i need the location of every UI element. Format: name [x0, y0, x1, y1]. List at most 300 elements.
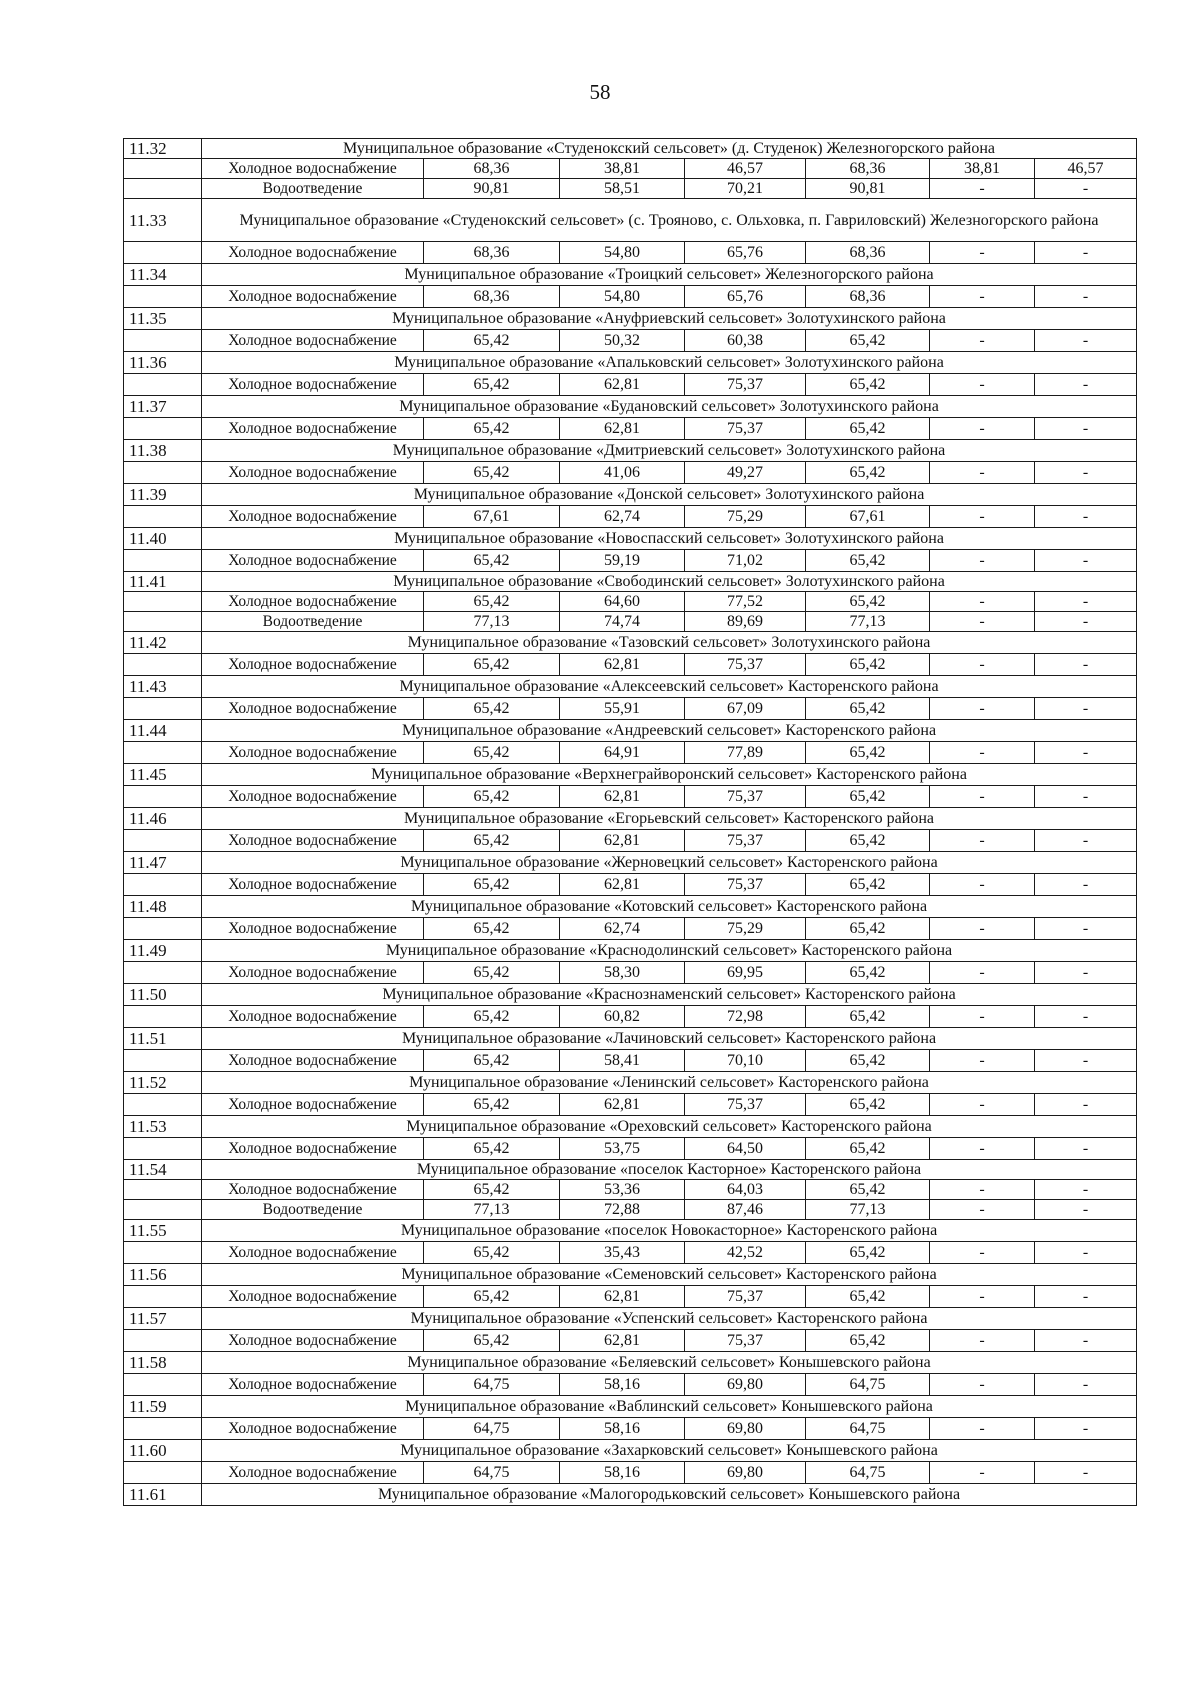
tariff-value-4: 65,42: [806, 418, 930, 440]
section-header-row: [124, 1160, 1137, 1180]
tariff-value-2: 62,81: [560, 418, 685, 440]
section-header-row: [124, 572, 1137, 592]
tariff-value-1: 65,42: [424, 698, 560, 720]
service-name: Холодное водоснабжение: [202, 786, 424, 808]
table-row: [124, 1286, 1137, 1308]
empty-cell: [124, 1330, 202, 1352]
section-header-row: [124, 484, 1137, 506]
tariff-table-body: [124, 139, 1137, 1506]
tariff-value-1: 64,75: [424, 1462, 560, 1484]
service-name: Холодное водоснабжение: [202, 1418, 424, 1440]
tariff-value-2: 38,81: [560, 159, 685, 179]
tariff-value-6: -: [1035, 242, 1137, 264]
tariff-value-4: 77,13: [806, 1200, 930, 1220]
tariff-value-4: 65,42: [806, 1286, 930, 1308]
section-header-row: [124, 764, 1137, 786]
tariff-value-1: 65,42: [424, 330, 560, 352]
section-header-row: [124, 1220, 1137, 1242]
section-title: Муниципальное образование «Студенокский сельсовет» (д. Студенок) Железногорского района: [202, 139, 1137, 159]
section-number: 11.52: [124, 1072, 202, 1094]
tariff-value-2: 60,82: [560, 1006, 685, 1028]
tariff-value-1: 65,42: [424, 418, 560, 440]
tariff-value-1: 65,42: [424, 742, 560, 764]
tariff-value-5: -: [930, 286, 1035, 308]
empty-cell: [124, 374, 202, 396]
empty-cell: [124, 179, 202, 199]
tariff-value-2: 72,88: [560, 1200, 685, 1220]
section-title: Муниципальное образование «Захарковский сельсовет» Конышевского района: [202, 1440, 1137, 1462]
section-header-row: [124, 984, 1137, 1006]
section-title: Муниципальное образование «Ленинский сельсовет» Касторенского района: [202, 1072, 1137, 1094]
section-number: 11.49: [124, 940, 202, 962]
section-title: Муниципальное образование «Лачиновский сельсовет» Касторенского района: [202, 1028, 1137, 1050]
tariff-value-5: -: [930, 330, 1035, 352]
tariff-value-2: 62,81: [560, 830, 685, 852]
section-number: 11.33: [124, 199, 202, 242]
tariff-value-6: -: [1035, 374, 1137, 396]
tariff-value-5: -: [930, 592, 1035, 612]
tariff-value-5: -: [930, 1094, 1035, 1116]
tariff-value-2: 35,43: [560, 1242, 685, 1264]
tariff-value-4: 65,42: [806, 374, 930, 396]
tariff-value-5: -: [930, 1138, 1035, 1160]
tariff-value-5: -: [930, 374, 1035, 396]
service-name: Холодное водоснабжение: [202, 506, 424, 528]
tariff-value-5: -: [930, 874, 1035, 896]
empty-cell: [124, 1138, 202, 1160]
tariff-value-3: 75,37: [685, 1286, 806, 1308]
tariff-value-3: 72,98: [685, 1006, 806, 1028]
section-title: Муниципальное образование «Троицкий сельсовет» Железногорского района: [202, 264, 1137, 286]
service-name: Холодное водоснабжение: [202, 1242, 424, 1264]
empty-cell: [124, 742, 202, 764]
table-row: [124, 242, 1137, 264]
tariff-value-4: 65,42: [806, 330, 930, 352]
tariff-value-4: 68,36: [806, 286, 930, 308]
tariff-value-5: 38,81: [930, 159, 1035, 179]
tariff-value-2: 64,60: [560, 592, 685, 612]
empty-cell: [124, 1462, 202, 1484]
empty-cell: [124, 1418, 202, 1440]
empty-cell: [124, 786, 202, 808]
tariff-value-1: 67,61: [424, 506, 560, 528]
tariff-value-3: 69,80: [685, 1418, 806, 1440]
tariff-value-2: 58,41: [560, 1050, 685, 1072]
tariff-value-1: 65,42: [424, 1180, 560, 1200]
tariff-value-1: 65,42: [424, 1242, 560, 1264]
section-header-row: [124, 852, 1137, 874]
table-row: [124, 698, 1137, 720]
empty-cell: [124, 698, 202, 720]
tariff-value-6: -: [1035, 1006, 1137, 1028]
tariff-value-4: 68,36: [806, 242, 930, 264]
tariff-value-1: 68,36: [424, 159, 560, 179]
tariff-value-5: -: [930, 1330, 1035, 1352]
tariff-value-4: 67,61: [806, 506, 930, 528]
section-header-row: [124, 1028, 1137, 1050]
tariff-value-2: 58,16: [560, 1374, 685, 1396]
tariff-value-1: 65,42: [424, 1050, 560, 1072]
tariff-value-6: -: [1035, 1242, 1137, 1264]
tariff-value-2: 54,80: [560, 286, 685, 308]
section-header-row: [124, 199, 1137, 242]
service-name: Холодное водоснабжение: [202, 242, 424, 264]
tariff-value-6: -: [1035, 874, 1137, 896]
tariff-value-2: 62,81: [560, 1094, 685, 1116]
section-header-row: [124, 1484, 1137, 1506]
tariff-value-5: -: [930, 1050, 1035, 1072]
tariff-value-4: 64,75: [806, 1462, 930, 1484]
tariff-value-4: 65,42: [806, 874, 930, 896]
section-header-row: [124, 1352, 1137, 1374]
tariff-value-1: 90,81: [424, 179, 560, 199]
section-title: Муниципальное образование «Ореховский сельсовет» Касторенского района: [202, 1116, 1137, 1138]
empty-cell: [124, 330, 202, 352]
tariff-value-2: 55,91: [560, 698, 685, 720]
table-row: [124, 1374, 1137, 1396]
tariff-value-3: 89,69: [685, 612, 806, 632]
tariff-value-6: -: [1035, 698, 1137, 720]
empty-cell: [124, 506, 202, 528]
tariff-value-4: 65,42: [806, 1094, 930, 1116]
table-row: [124, 1418, 1137, 1440]
empty-cell: [124, 612, 202, 632]
tariff-value-4: 65,42: [806, 1006, 930, 1028]
tariff-value-4: 90,81: [806, 179, 930, 199]
section-header-row: [124, 440, 1137, 462]
tariff-value-2: 59,19: [560, 550, 685, 572]
tariff-value-1: 64,75: [424, 1374, 560, 1396]
tariff-value-6: -: [1035, 1180, 1137, 1200]
tariff-value-3: 75,37: [685, 418, 806, 440]
empty-cell: [124, 830, 202, 852]
empty-cell: [124, 1242, 202, 1264]
tariff-value-4: 65,42: [806, 1180, 930, 1200]
tariff-value-1: 77,13: [424, 1200, 560, 1220]
tariff-value-6: -: [1035, 1374, 1137, 1396]
tariff-value-4: 65,42: [806, 786, 930, 808]
tariff-value-6: -: [1035, 786, 1137, 808]
tariff-value-4: 65,42: [806, 962, 930, 984]
table-row: [124, 179, 1137, 199]
page-number: 58: [589, 80, 611, 104]
empty-cell: [124, 462, 202, 484]
tariff-value-6: -: [1035, 1138, 1137, 1160]
tariff-value-6: -: [1035, 1418, 1137, 1440]
tariff-value-3: 75,37: [685, 830, 806, 852]
service-name: Холодное водоснабжение: [202, 742, 424, 764]
table-row: [124, 1242, 1137, 1264]
section-number: 11.37: [124, 396, 202, 418]
table-row: [124, 962, 1137, 984]
section-header-row: [124, 1440, 1137, 1462]
table-row: [124, 742, 1137, 764]
tariff-value-3: 75,37: [685, 1094, 806, 1116]
tariff-value-1: 77,13: [424, 612, 560, 632]
tariff-value-2: 62,81: [560, 374, 685, 396]
section-title: Муниципальное образование «Успенский сельсовет» Касторенского района: [202, 1308, 1137, 1330]
table-row: [124, 159, 1137, 179]
table-row: [124, 374, 1137, 396]
tariff-value-5: -: [930, 242, 1035, 264]
tariff-value-3: 87,46: [685, 1200, 806, 1220]
empty-cell: [124, 654, 202, 676]
tariff-value-6: -: [1035, 830, 1137, 852]
service-name: Холодное водоснабжение: [202, 1006, 424, 1028]
section-number: 11.61: [124, 1484, 202, 1506]
section-title: Муниципальное образование «Тазовский сельсовет» Золотухинского района: [202, 632, 1137, 654]
tariff-value-3: 49,27: [685, 462, 806, 484]
service-name: Холодное водоснабжение: [202, 374, 424, 396]
tariff-value-6: -: [1035, 550, 1137, 572]
section-title: Муниципальное образование «Егорьевский сельсовет» Касторенского района: [202, 808, 1137, 830]
tariff-value-6: -: [1035, 179, 1137, 199]
section-number: 11.39: [124, 484, 202, 506]
empty-cell: [124, 1094, 202, 1116]
empty-cell: [124, 242, 202, 264]
tariff-value-2: 58,30: [560, 962, 685, 984]
table-row: [124, 1462, 1137, 1484]
empty-cell: [124, 1200, 202, 1220]
empty-cell: [124, 918, 202, 940]
tariff-value-3: 75,37: [685, 1330, 806, 1352]
service-name: Холодное водоснабжение: [202, 918, 424, 940]
section-header-row: [124, 396, 1137, 418]
table-row: [124, 1006, 1137, 1028]
section-number: 11.54: [124, 1160, 202, 1180]
tariff-value-2: 58,16: [560, 1462, 685, 1484]
tariff-value-6: -: [1035, 1462, 1137, 1484]
section-header-row: [124, 264, 1137, 286]
section-title: Муниципальное образование «Новоспасский сельсовет» Золотухинского района: [202, 528, 1137, 550]
tariff-value-6: -: [1035, 1286, 1137, 1308]
tariff-value-2: 62,81: [560, 874, 685, 896]
section-header-row: [124, 1308, 1137, 1330]
tariff-value-4: 68,36: [806, 159, 930, 179]
tariff-value-3: 67,09: [685, 698, 806, 720]
empty-cell: [124, 1374, 202, 1396]
tariff-value-5: -: [930, 1286, 1035, 1308]
empty-cell: [124, 286, 202, 308]
section-title: Муниципальное образование «Краснодолинский сельсовет» Касторенского района: [202, 940, 1137, 962]
tariff-value-1: 65,42: [424, 1138, 560, 1160]
section-header-row: [124, 808, 1137, 830]
empty-cell: [124, 159, 202, 179]
section-title: Муниципальное образование «Беляевский сельсовет» Конышевского района: [202, 1352, 1137, 1374]
tariff-value-3: 64,50: [685, 1138, 806, 1160]
empty-cell: [124, 1180, 202, 1200]
table-row: [124, 1330, 1137, 1352]
table-row: [124, 418, 1137, 440]
table-row: [124, 330, 1137, 352]
empty-cell: [124, 962, 202, 984]
section-number: 11.57: [124, 1308, 202, 1330]
tariff-value-1: 64,75: [424, 1418, 560, 1440]
section-number: 11.48: [124, 896, 202, 918]
section-number: 11.58: [124, 1352, 202, 1374]
tariff-value-1: 65,42: [424, 830, 560, 852]
section-number: 11.50: [124, 984, 202, 1006]
service-name: Холодное водоснабжение: [202, 1180, 424, 1200]
tariff-value-3: 70,21: [685, 179, 806, 199]
tariff-value-3: 46,57: [685, 159, 806, 179]
tariff-value-1: 65,42: [424, 550, 560, 572]
table-row: [124, 1180, 1137, 1200]
tariff-value-3: 64,03: [685, 1180, 806, 1200]
service-name: Водоотведение: [202, 179, 424, 199]
table-row: [124, 286, 1137, 308]
table-row: [124, 1200, 1137, 1220]
section-title: Муниципальное образование «Будановский сельсовет» Золотухинского района: [202, 396, 1137, 418]
tariff-value-6: -: [1035, 918, 1137, 940]
tariff-value-4: 65,42: [806, 462, 930, 484]
tariff-value-3: 65,76: [685, 286, 806, 308]
tariff-value-1: 65,42: [424, 654, 560, 676]
tariff-value-4: 65,42: [806, 592, 930, 612]
tariff-value-4: 65,42: [806, 654, 930, 676]
tariff-value-3: 75,37: [685, 786, 806, 808]
section-title: Муниципальное образование «Семеновский сельсовет» Касторенского района: [202, 1264, 1137, 1286]
section-number: 11.47: [124, 852, 202, 874]
section-number: 11.56: [124, 1264, 202, 1286]
tariff-value-2: 62,81: [560, 1286, 685, 1308]
tariff-value-1: 65,42: [424, 1094, 560, 1116]
empty-cell: [124, 874, 202, 896]
service-name: Холодное водоснабжение: [202, 159, 424, 179]
tariff-value-3: 75,29: [685, 918, 806, 940]
empty-cell: [124, 550, 202, 572]
section-number: 11.45: [124, 764, 202, 786]
section-number: 11.51: [124, 1028, 202, 1050]
tariff-value-3: 77,89: [685, 742, 806, 764]
section-number: 11.32: [124, 139, 202, 159]
tariff-value-2: 53,36: [560, 1180, 685, 1200]
tariff-value-6: -: [1035, 506, 1137, 528]
section-number: 11.41: [124, 572, 202, 592]
service-name: Холодное водоснабжение: [202, 698, 424, 720]
tariff-value-2: 64,91: [560, 742, 685, 764]
service-name: Холодное водоснабжение: [202, 1050, 424, 1072]
tariff-value-6: -: [1035, 286, 1137, 308]
section-title: Муниципальное образование «Котовский сельсовет» Касторенского района: [202, 896, 1137, 918]
tariff-value-3: 75,29: [685, 506, 806, 528]
section-title: Муниципальное образование «Алексеевский сельсовет» Касторенского района: [202, 676, 1137, 698]
tariff-value-3: 70,10: [685, 1050, 806, 1072]
service-name: Холодное водоснабжение: [202, 1286, 424, 1308]
tariff-value-5: -: [930, 1006, 1035, 1028]
empty-cell: [124, 1006, 202, 1028]
section-number: 11.60: [124, 1440, 202, 1462]
service-name: Водоотведение: [202, 1200, 424, 1220]
tariff-value-5: -: [930, 179, 1035, 199]
tariff-value-1: 65,42: [424, 962, 560, 984]
tariff-value-6: -: [1035, 1094, 1137, 1116]
tariff-value-5: -: [930, 1374, 1035, 1396]
tariff-value-1: 65,42: [424, 786, 560, 808]
section-header-row: [124, 940, 1137, 962]
table-row: [124, 830, 1137, 852]
tariff-value-6: 46,57: [1035, 159, 1137, 179]
tariff-table: [123, 138, 1137, 1506]
tariff-value-1: 65,42: [424, 1330, 560, 1352]
tariff-value-5: -: [930, 698, 1035, 720]
tariff-value-6: -: [1035, 592, 1137, 612]
tariff-value-6: -: [1035, 1200, 1137, 1220]
tariff-value-3: 75,37: [685, 874, 806, 896]
tariff-value-5: -: [930, 550, 1035, 572]
service-name: Холодное водоснабжение: [202, 286, 424, 308]
section-title: Муниципальное образование «Андреевский сельсовет» Касторенского района: [202, 720, 1137, 742]
tariff-value-2: 62,81: [560, 1330, 685, 1352]
section-title: Муниципальное образование «Свободинский сельсовет» Золотухинского района: [202, 572, 1137, 592]
tariff-value-4: 64,75: [806, 1418, 930, 1440]
tariff-value-6: -: [1035, 742, 1137, 764]
tariff-value-2: 54,80: [560, 242, 685, 264]
section-number: 11.40: [124, 528, 202, 550]
tariff-value-6: -: [1035, 962, 1137, 984]
tariff-value-4: 65,42: [806, 830, 930, 852]
tariff-value-3: 65,76: [685, 242, 806, 264]
tariff-value-2: 50,32: [560, 330, 685, 352]
tariff-value-4: 65,42: [806, 1138, 930, 1160]
tariff-value-2: 58,16: [560, 1418, 685, 1440]
service-name: Холодное водоснабжение: [202, 1094, 424, 1116]
tariff-value-4: 65,42: [806, 698, 930, 720]
section-number: 11.44: [124, 720, 202, 742]
section-header-row: [124, 528, 1137, 550]
section-header-row: [124, 720, 1137, 742]
tariff-value-5: -: [930, 830, 1035, 852]
section-header-row: [124, 632, 1137, 654]
service-name: Холодное водоснабжение: [202, 874, 424, 896]
table-row: [124, 506, 1137, 528]
tariff-value-2: 62,81: [560, 654, 685, 676]
service-name: Водоотведение: [202, 612, 424, 632]
empty-cell: [124, 1286, 202, 1308]
tariff-value-3: 77,52: [685, 592, 806, 612]
tariff-value-5: -: [930, 1462, 1035, 1484]
tariff-value-4: 65,42: [806, 1330, 930, 1352]
tariff-value-5: -: [930, 418, 1035, 440]
tariff-value-3: 69,80: [685, 1462, 806, 1484]
tariff-value-3: 71,02: [685, 550, 806, 572]
service-name: Холодное водоснабжение: [202, 1330, 424, 1352]
tariff-value-1: 65,42: [424, 592, 560, 612]
tariff-value-5: -: [930, 742, 1035, 764]
service-name: Холодное водоснабжение: [202, 330, 424, 352]
tariff-value-1: 65,42: [424, 918, 560, 940]
tariff-value-4: 77,13: [806, 612, 930, 632]
empty-cell: [124, 418, 202, 440]
tariff-value-5: -: [930, 1200, 1035, 1220]
section-number: 11.35: [124, 308, 202, 330]
tariff-value-4: 65,42: [806, 918, 930, 940]
section-number: 11.43: [124, 676, 202, 698]
section-header-row: [124, 352, 1137, 374]
tariff-value-3: 75,37: [685, 374, 806, 396]
tariff-value-6: -: [1035, 612, 1137, 632]
section-title: Муниципальное образование «поселок Новокасторное» Касторенского района: [202, 1220, 1137, 1242]
tariff-value-4: 65,42: [806, 1242, 930, 1264]
table-row: [124, 786, 1137, 808]
tariff-value-2: 62,74: [560, 918, 685, 940]
tariff-value-1: 65,42: [424, 1286, 560, 1308]
service-name: Холодное водоснабжение: [202, 418, 424, 440]
table-row: [124, 592, 1137, 612]
section-number: 11.42: [124, 632, 202, 654]
section-header-row: [124, 139, 1137, 159]
tariff-value-1: 65,42: [424, 1006, 560, 1028]
